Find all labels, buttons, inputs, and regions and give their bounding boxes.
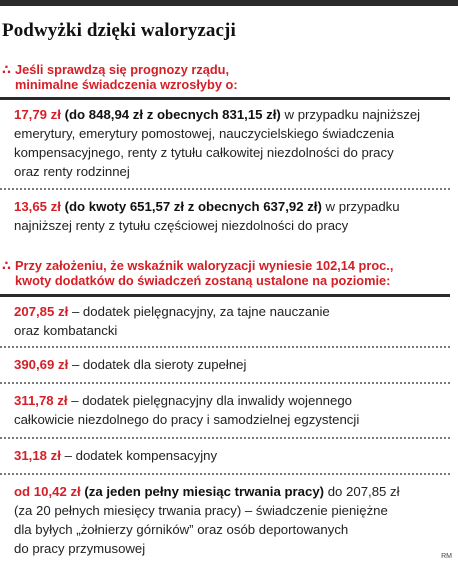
amount-detail: (do 848,94 zł z obecnych 831,15 zł) <box>64 107 281 122</box>
list-item <box>14 482 452 558</box>
list-item <box>14 446 452 465</box>
entry-text: całkowicie niezdolnego do pracy i samodzielnej egzystencji <box>14 412 360 427</box>
amount: 13,65 zł <box>14 199 61 214</box>
entry-text: najniższej renty z tytułu częściowej niezdolności do pracy <box>14 218 349 233</box>
section-heading-line: Jeśli sprawdzą się prognozy rządu, <box>15 62 230 77</box>
section-heading-2 <box>2 258 452 288</box>
entry-text: emerytury, emerytury pomostowej, nauczycielskiego świadczenia <box>14 126 395 141</box>
list-item <box>14 105 452 181</box>
section-marker-icon: ∴ <box>2 258 11 273</box>
section-divider <box>0 97 450 100</box>
entry-text: – dodatek pielęgnacyjny dla inwalidy wojennego <box>71 393 352 408</box>
amount: od 10,42 zł <box>14 484 81 499</box>
entry-text: do 207,85 zł <box>327 484 400 499</box>
top-rule <box>0 0 458 6</box>
section-marker-icon: ∴ <box>2 62 11 77</box>
dotted-divider <box>0 473 450 475</box>
list-item <box>14 302 452 340</box>
entry-text: w przypadku <box>325 199 400 214</box>
entry-text: – dodatek dla sieroty zupełnej <box>71 357 247 372</box>
list-item <box>14 355 452 374</box>
entry-text: (za 20 pełnych miesięcy trwania pracy) – świadczenie pieniężne <box>14 503 388 518</box>
dotted-divider <box>0 188 450 190</box>
list-item <box>14 197 452 235</box>
entry-text: oraz kombatancki <box>14 323 118 338</box>
entry-text: – dodatek kompensacyjny <box>64 448 218 463</box>
page-title: Podwyżki dzięki waloryzacji <box>2 20 236 41</box>
dotted-divider <box>0 437 450 439</box>
credit-label: RM <box>441 553 452 560</box>
amount: 311,78 zł <box>14 393 68 408</box>
entry-text: – dodatek pielęgnacyjny, za tajne nauczanie <box>71 304 330 319</box>
amount: 31,18 zł <box>14 448 61 463</box>
entry-text: oraz renty rodzinnej <box>14 164 130 179</box>
dotted-divider <box>0 382 450 384</box>
entry-text: kompensacyjnego, renty z tytułu całkowitej niezdolności do pracy <box>14 145 394 160</box>
dotted-divider <box>0 346 450 348</box>
entry-text: do pracy przymusowej <box>14 541 146 556</box>
section-heading-line: kwoty dodatków do świadczeń zostaną ustalone na poziomie: <box>15 273 391 288</box>
amount: 390,69 zł <box>14 357 69 372</box>
amount: 17,79 zł <box>14 107 61 122</box>
section-heading-1 <box>2 62 452 92</box>
section-divider <box>0 294 450 297</box>
amount-detail: (do kwoty 651,57 zł z obecnych 637,92 zł) <box>64 199 322 214</box>
entry-text: dla byłych „żołnierzy górników” oraz osób deportowanych <box>14 522 349 537</box>
section-heading-line: Przy założeniu, że wskaźnik waloryzacji wyniesie 102,14 proc., <box>15 258 394 273</box>
amount: 207,85 zł <box>14 304 69 319</box>
entry-text: w przypadku najniższej <box>284 107 421 122</box>
list-item <box>14 391 452 429</box>
section-heading-line: minimalne świadczenia wzrosłyby o: <box>15 77 238 92</box>
amount-detail: (za jeden pełny miesiąc trwania pracy) <box>84 484 325 499</box>
